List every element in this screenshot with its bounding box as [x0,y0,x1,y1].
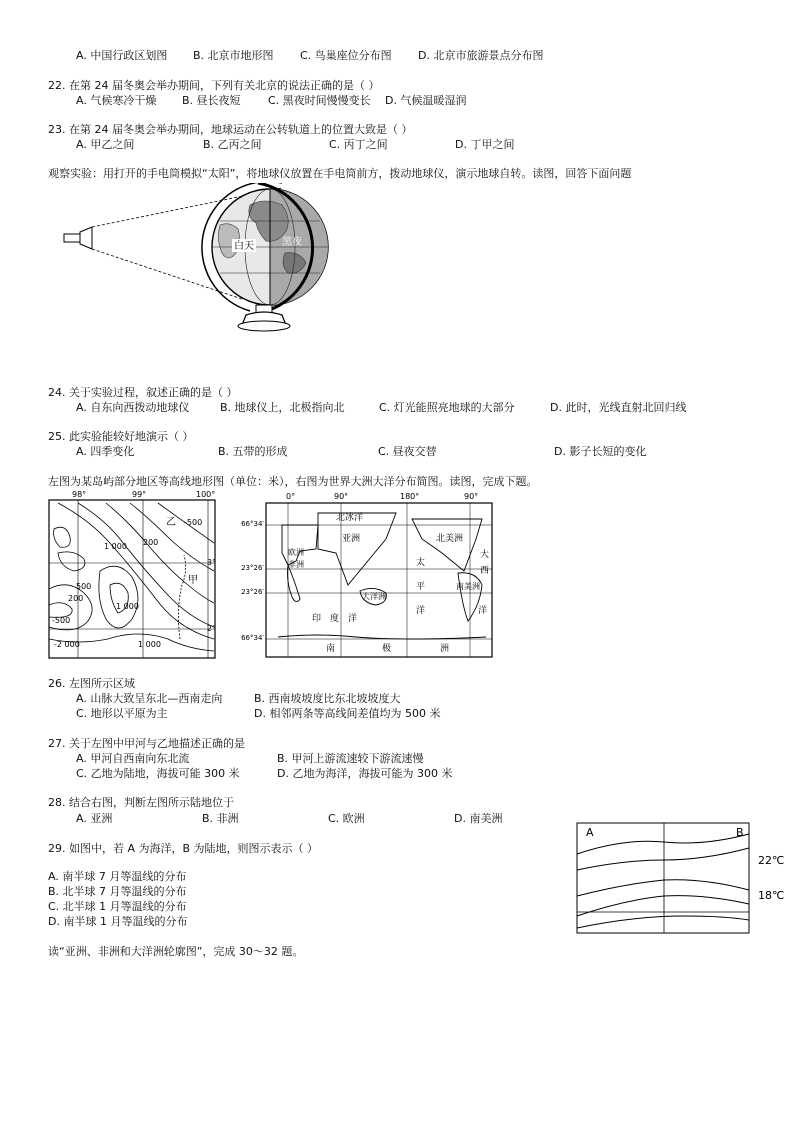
world-lon-90w: 90° [464,492,479,501]
label-atlantic-2: 西 [480,566,490,576]
q29-option-b: B. 北半球 7 月等温线的分布 [48,885,187,898]
q25-option-b: B. 五带的形成 [218,445,288,458]
q28-stem: 28. 结合右图，判断左图所示陆地位于 [48,796,234,809]
world-lat-6634s: 66°34′ [241,634,264,642]
q29-option-a: A. 南半球 7 月等温线的分布 [48,870,187,883]
label-indian-1: 印 [312,614,322,624]
label-18c: 18℃ [758,889,785,902]
contour-lat-3: 3° [206,558,216,567]
contour-label-1000-c: 1 000 [138,640,161,649]
label-indian-3: 洋 [348,614,358,624]
contour-map [48,489,218,659]
q24-stem: 24. 关于实验过程，叙述正确的是（ ） [48,386,238,399]
globe-day-label: 白天 [234,241,254,252]
q28-option-b: B. 非洲 [202,812,239,825]
q25-option-a: A. 四季变化 [76,445,135,458]
label-antarctica-1: 南 [326,644,336,654]
contour-lon-99: 99° [132,490,147,499]
q29-option-d: D. 南半球 1 月等温线的分布 [48,915,188,928]
contour-label-1000-a: 1 000 [104,542,127,551]
label-pacific-1: 太 [416,558,426,568]
q27-option-a: A. 甲河自西南向东北流 [76,752,190,765]
q27-option-d: D. 乙地为海洋，海拔可能为 300 米 [277,767,453,780]
q21-option-d: D. 北京市旅游景点分布图 [418,49,544,62]
contour-lon-100: 100° [196,490,216,499]
q22-option-b: B. 昼长夜短 [182,94,241,107]
contour-lat-2: 2° [206,624,216,633]
q24-option-a: A. 自东向西拨动地球仪 [76,401,190,414]
label-asia: 亚洲 [342,534,361,544]
q26-stem: 26. 左图所示区域 [48,677,135,690]
world-lat-6634n: 66°34′ [241,520,264,528]
q24-option-b: B. 地球仪上，北极指向北 [220,401,345,414]
q25-stem: 25. 此实验能较好地演示（ ） [48,430,194,443]
q29-stem: 29. 如图中，若 A 为海洋，B 为陆地，则图示表示（ ） [48,842,319,855]
label-atlantic-3: 洋 [478,606,488,616]
q28-option-c: C. 欧洲 [328,812,365,825]
q22-option-c: C. 黑夜时间慢慢变长 [268,94,371,107]
label-europe: 欧洲 [288,548,304,557]
contour-lon-98: 98° [72,490,87,499]
q21-option-b: B. 北京市地形图 [193,49,274,62]
q28-option-d: D. 南美洲 [454,812,503,825]
q22-stem: 22. 在第 24 届冬奥会举办期间，下列有关北京的说法正确的是（ ） [48,79,380,92]
label-atlantic-1: 大 [480,550,490,560]
label-antarctica-3: 洲 [440,644,450,654]
q26-option-a: A. 山脉大致呈东北—西南走向 [76,692,223,705]
contour-label-jia: 甲 [188,575,198,586]
flashlight-handle [64,234,80,242]
label-indian-2: 度 [330,614,340,624]
contour-label-yi: 乙 [166,517,176,528]
label-a: A [586,826,594,839]
q27-stem: 27. 关于左图中甲河与乙地描述正确的是 [48,737,245,750]
q21-option-a: A. 中国行政区划图 [76,49,168,62]
world-lat-2326n: 23°26′ [241,564,264,572]
flashlight-head [80,227,92,249]
world-frame [266,503,492,657]
contour-label-neg500-b: -500 [52,616,71,625]
world-lat-2326s: 23°26′ [241,588,264,596]
label-pacific-3: 洋 [416,606,426,616]
q21-option-c: C. 鸟巢座位分布图 [300,49,392,62]
q24-option-c: C. 灯光能照亮地球的大部分 [379,401,515,414]
globe-experiment-figure [60,183,340,343]
label-antarctica-2: 极 [382,644,392,654]
label-arctic-ocean: 北冰洋 [336,513,364,523]
q26-option-b: B. 西南坡坡度比东北坡坡度大 [254,692,401,705]
contour-label-200-b: 200 [68,594,84,603]
label-south-america: 南美洲 [456,582,480,591]
q23-option-a: A. 甲乙之间 [76,138,135,151]
world-lon-180: 180° [400,492,420,501]
q22-option-d: D. 气候温暖湿润 [385,94,467,107]
q23-option-b: B. 乙丙之间 [203,138,262,151]
contour-label-200-a: 200 [143,538,159,547]
label-pacific-2: 平 [416,582,426,592]
label-b: B [736,826,744,839]
q25-option-c: C. 昼夜交替 [378,445,437,458]
label-north-america: 北美洲 [436,534,464,544]
world-lon-0: 0° [286,492,296,501]
isotherm-figure [574,820,788,936]
q22-option-a: A. 气候寒冷干燥 [76,94,157,107]
section-instruction-30-32: 读“亚洲、非洲和大洋洲轮廓图”，完成 30～32 题。 [48,945,304,958]
q28-option-a: A. 亚洲 [76,812,113,825]
q26-option-d: D. 相邻两条等高线间差值均为 500 米 [254,707,441,720]
q26-option-c: C. 地形以平原为主 [76,707,168,720]
globe-night-label: 黑夜 [282,237,302,248]
world-lon-90: 90° [334,492,349,501]
label-22c: 22℃ [758,854,785,867]
map-intro: 左图为某岛屿部分地区等高线地形图（单位：米），右图为世界大洲大洋分布简图。读图，完成下题。 [48,475,538,488]
label-africa: 非洲 [288,560,304,569]
q27-option-b: B. 甲河上游流速较下游流速慢 [277,752,424,765]
world-continent-map [236,489,496,659]
q25-option-d: D. 影子长短的变化 [554,445,647,458]
q29-option-c: C. 北半球 1 月等温线的分布 [48,900,187,913]
contour-label-neg2000: -2 000 [54,640,80,649]
contour-label-500: 500 [76,582,92,591]
q24-option-d: D. 此时，光线直射北回归线 [550,401,687,414]
q23-stem: 23. 在第 24 届冬奥会举办期间，地球运动在公转轨道上的位置大致是（ ） [48,123,413,136]
q27-option-c: C. 乙地为陆地，海拔可能 300 米 [76,767,240,780]
contour-label-neg500-a: -500 [184,518,203,527]
contour-label-1000-b: 1 000 [116,602,139,611]
q23-option-c: C. 丙丁之间 [329,138,388,151]
q23-option-d: D. 丁甲之间 [455,138,515,151]
experiment-intro: 观察实验：用打开的手电筒模拟“太阳”，将地球仪放置在手电筒前方，拨动地球仪，演示地球自转。读图，回答下面问题 [48,167,632,180]
label-oceania: 大洋洲 [362,592,386,601]
